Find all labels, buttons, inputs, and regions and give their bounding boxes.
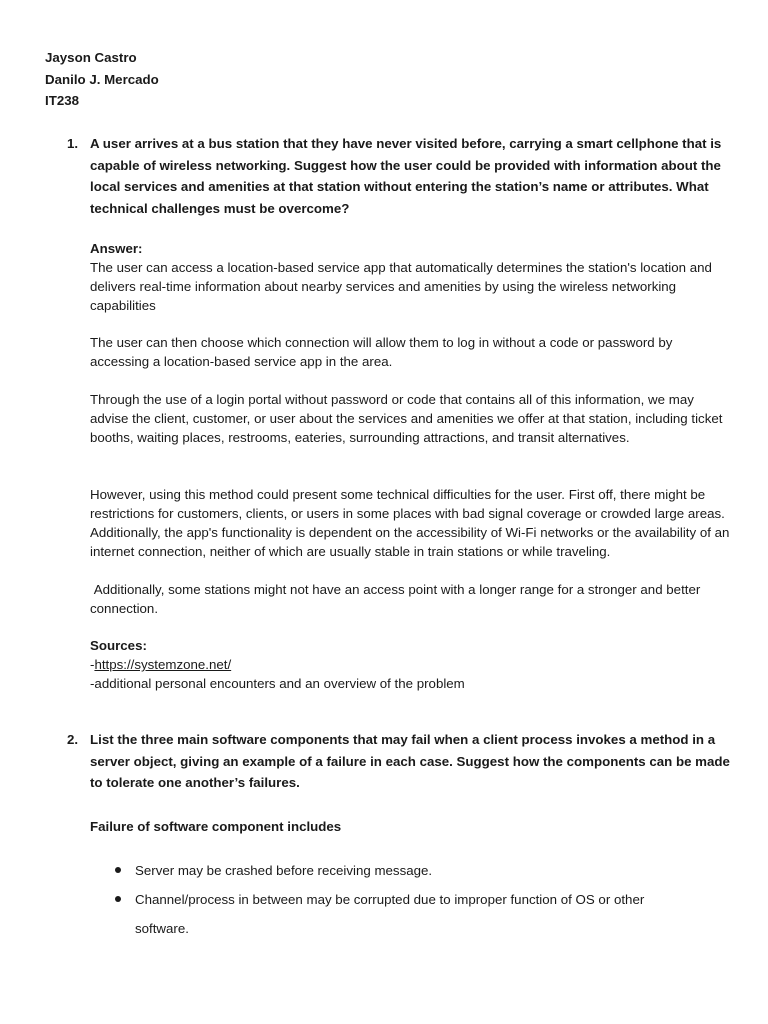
answer-paragraph: The user can then choose which connection will allow them to log in without a code or password by accessing a location-based service app in the area. <box>90 335 673 369</box>
source-link[interactable]: https://systemzone.net/ <box>94 657 232 672</box>
source-item: -additional personal encounters and an overview of the problem <box>90 676 465 691</box>
author-block <box>45 47 159 112</box>
question-text: List the three main software components that may fail when a client process invokes a method in a server object, giving an example of a failure in each case. Suggest how the components can be made to tolerate one another’s failures. <box>90 732 730 790</box>
answer-paragraph: However, using this method could present some technical difficulties for the user. First off, there might be restrictions for customers, clients, or users in some places with bad signal coverage or crowded large areas. Additionally, the app's functionality is dependent on the accessibility of Wi-Fi networks or the availability of an internet connection, neither of which are usually stable in train stations or while traveling. <box>90 487 730 559</box>
question-text: A user arrives at a bus station that they have never visited before, carrying a smart cellphone that is capable of wireless networking. Suggest how the user could be provided with information about the local services and amenities at that station without entering the station’s name or attributes. What technical challenges must be overcome? <box>90 136 722 216</box>
answer-paragraph: The user can access a location-based service app that automatically determines the station's location and delivers real-time information about nearby services and amenities by using the wireless networking capabilities <box>90 260 712 313</box>
bullet-icon <box>115 896 121 902</box>
answer-label: Answer: <box>90 241 143 256</box>
question-number: 1. <box>67 136 79 151</box>
course-code: IT238 <box>45 93 80 108</box>
question-number: 2. <box>67 732 79 747</box>
source-item <box>90 655 730 674</box>
sources-label: Sources: <box>90 638 147 653</box>
source-prefix: - <box>90 657 95 672</box>
author-name: Jayson Castro <box>45 50 137 65</box>
list-item-text: Server may be crashed before receiving message. <box>135 863 433 878</box>
answer-paragraph: Additionally, some stations might not have an access point with a longer range for a stronger and better connection. <box>90 582 704 616</box>
author-name: Danilo J. Mercado <box>45 71 159 87</box>
answer-paragraph: Through the use of a login portal without password or code that contains all of this information, we may advise the client, customer, or user about the services and amenities we offer at that station, including ticket booths, waiting places, restrooms, eateries, surrounding attractions, and transit alternatives. <box>90 392 723 445</box>
list-item-text: Channel/process in between may be corrupted due to improper function of OS or other software. <box>135 892 645 936</box>
subheading: Failure of software component includes <box>90 819 342 834</box>
bullet-icon <box>115 867 121 873</box>
